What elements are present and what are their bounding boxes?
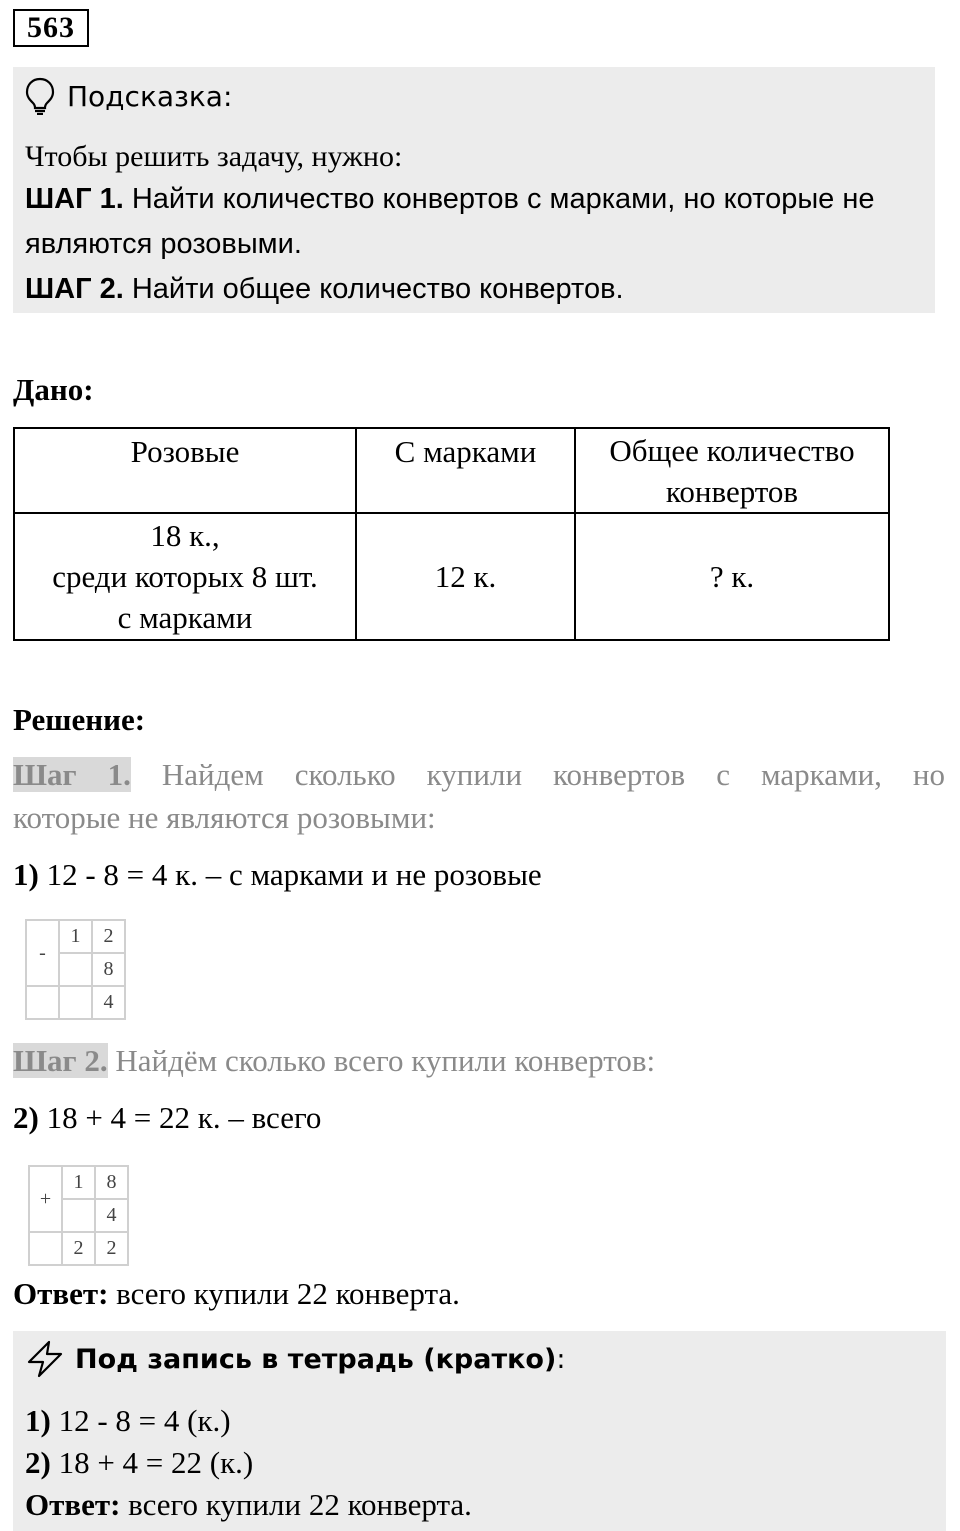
table-row xyxy=(14,513,889,640)
cell-stamps: 12 к. xyxy=(356,513,575,640)
col2-digit: 8 xyxy=(95,1166,128,1199)
header-total-line1: Общее количество xyxy=(609,432,855,468)
col2-digit: 1 xyxy=(62,1166,95,1199)
column-addition xyxy=(28,1165,129,1266)
cell-total: ? к. xyxy=(575,513,889,640)
hint-step1-cont: являются розовыми. xyxy=(25,228,302,260)
expression-1-text: 12 - 8 = 4 к. – с марками и не розовые xyxy=(38,857,542,892)
col1-digit: 2 xyxy=(92,920,125,953)
notebook-line-2 xyxy=(25,1445,253,1481)
table-header-row xyxy=(14,428,889,513)
notebook-line-2-text: 18 + 4 = 22 (к.) xyxy=(50,1445,254,1480)
hint-step2-text: Найти общее количество конвертов. xyxy=(123,273,624,305)
col2-digit: 4 xyxy=(95,1199,128,1232)
hint-step1-label: ШАГ 1. xyxy=(25,183,124,215)
col2-digit: 2 xyxy=(62,1232,95,1265)
notebook-line-1 xyxy=(25,1403,231,1439)
cell-pink-line2: среди которых 8 шт. xyxy=(52,559,318,594)
col1-digit xyxy=(26,986,59,1019)
col1-digit: 1 xyxy=(59,920,92,953)
expression-2-text: 18 + 4 = 22 к. – всего xyxy=(38,1100,322,1135)
notebook-header xyxy=(25,1337,565,1381)
solution-step1 xyxy=(13,757,945,793)
col2-result xyxy=(29,1232,128,1265)
notebook-answer xyxy=(25,1487,472,1523)
solution-step1-text: Найдем сколько купили конвертов с марками, но xyxy=(161,757,945,792)
hint-step1 xyxy=(25,183,875,216)
notebook-line-1-number: 1) xyxy=(25,1403,51,1438)
col2-digit xyxy=(62,1199,95,1232)
given-title: Дано: xyxy=(13,372,94,407)
notebook-line-1-text: 12 - 8 = 4 (к.) xyxy=(50,1403,231,1438)
header-total xyxy=(575,428,889,513)
notebook-title: Под запись в тетрадь (кратко) xyxy=(75,1343,557,1375)
col2-digit: 2 xyxy=(95,1232,128,1265)
col1-row1 xyxy=(26,920,125,953)
solution-answer-text: всего купили 22 конверта. xyxy=(108,1276,460,1311)
col2-digit xyxy=(29,1232,62,1265)
col2-operator: + xyxy=(29,1166,62,1232)
header-stamps: С марками xyxy=(356,428,575,513)
notebook-answer-text: всего купили 22 конверта. xyxy=(120,1487,472,1522)
header-total-line2: конвертов xyxy=(665,473,799,509)
lightning-icon xyxy=(25,1340,65,1378)
solution-step1-label: Шаг 1. xyxy=(13,757,131,792)
solution-step2 xyxy=(13,1043,655,1079)
solution-answer-label: Ответ: xyxy=(13,1276,109,1311)
hint-intro: Чтобы решить задачу, нужно: xyxy=(25,140,403,173)
notebook-answer-label: Ответ: xyxy=(25,1487,121,1522)
cell-pink xyxy=(14,513,356,640)
hint-step2 xyxy=(25,273,624,306)
solution-title: Решение: xyxy=(13,702,146,737)
given-table xyxy=(13,427,890,641)
problem-number: 563 xyxy=(13,9,89,47)
solution-answer xyxy=(13,1276,460,1312)
lightbulb-icon xyxy=(25,77,55,115)
notebook-title-colon: : xyxy=(556,1343,566,1375)
expression-2 xyxy=(13,1100,321,1136)
hint-title: Подсказка: xyxy=(67,79,233,113)
hint-header xyxy=(25,74,232,118)
cell-pink-line3: с марками xyxy=(117,600,253,635)
col1-digit: 4 xyxy=(92,986,125,1019)
col1-digit: 8 xyxy=(92,953,125,986)
col1-digit xyxy=(59,986,92,1019)
col1-digit xyxy=(59,953,92,986)
col1-operator: - xyxy=(26,920,59,986)
cell-pink-line1: 18 к., xyxy=(150,518,220,553)
expression-1 xyxy=(13,857,542,893)
notebook-line-2-number: 2) xyxy=(25,1445,51,1480)
column-subtraction xyxy=(25,919,126,1020)
expression-1-number: 1) xyxy=(13,857,39,892)
col2-row1 xyxy=(29,1166,128,1199)
col1-result xyxy=(26,986,125,1019)
hint-step2-label: ШАГ 2. xyxy=(25,273,124,305)
header-pink: Розовые xyxy=(14,428,356,513)
solution-step1-cont: которые не являются розовыми: xyxy=(13,800,436,835)
hint-step1-text: Найти количество конвертов с марками, но которые не xyxy=(123,183,875,215)
solution-step2-label: Шаг 2. xyxy=(13,1043,108,1078)
expression-2-number: 2) xyxy=(13,1100,39,1135)
solution-step2-text: Найдём сколько всего купили конвертов: xyxy=(107,1043,656,1078)
